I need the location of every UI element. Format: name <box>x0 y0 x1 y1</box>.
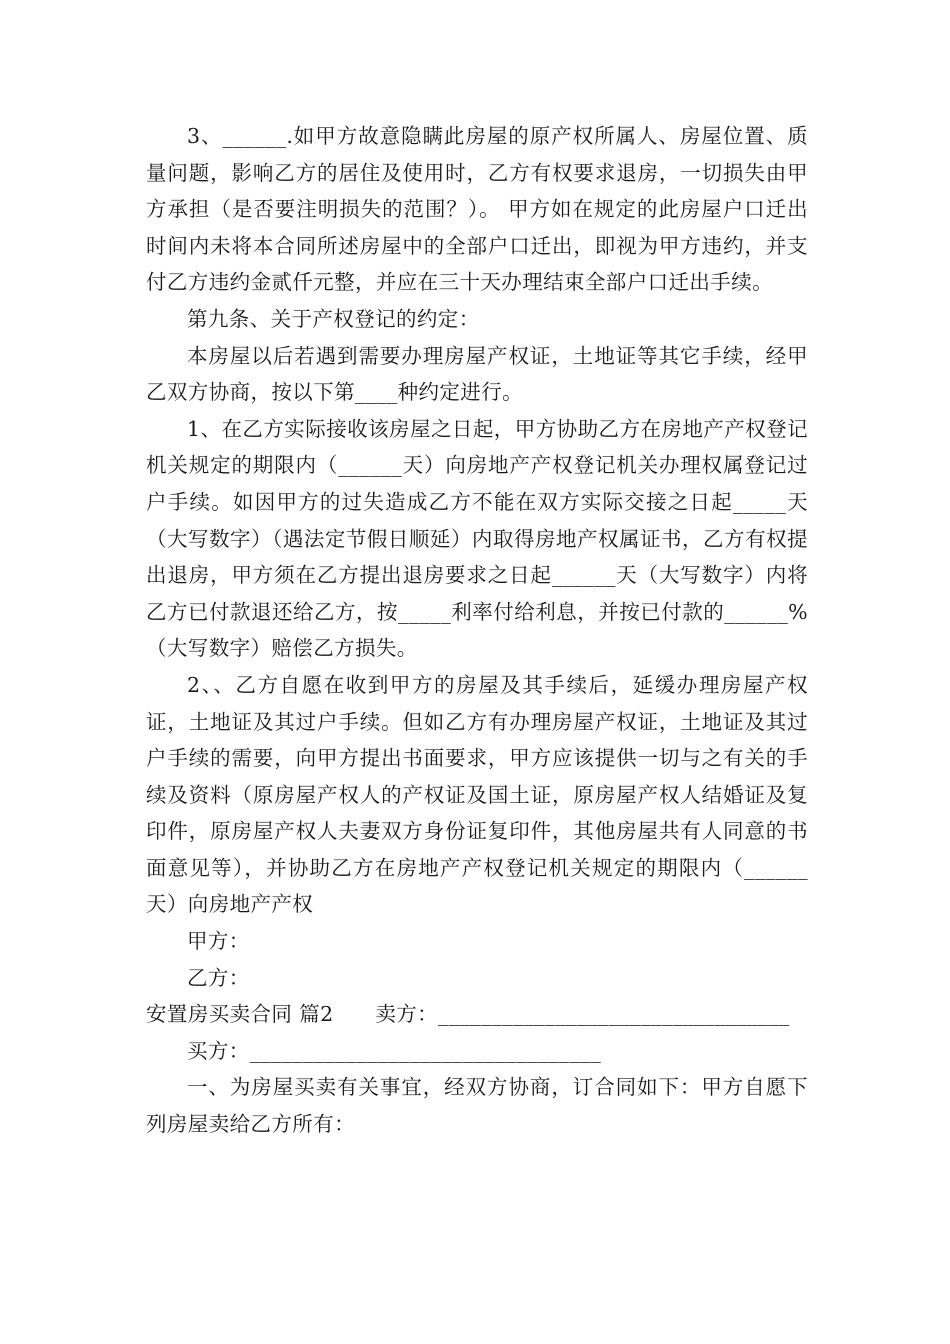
paragraph-text: 一、为房屋买卖有关事宜，经双方协商，订合同如下：甲方自愿下列房屋卖给乙方所有： <box>146 1075 808 1137</box>
contract-2-clause-1-paragraph <box>146 1069 808 1142</box>
paragraph-text: 第九条、关于产权登记的约定： <box>187 306 480 331</box>
paragraph-text: 本房屋以后若遇到需要办理房屋产权证，土地证等其它手续，经甲乙双方协商，按以下第____种约定进行。 <box>146 343 808 405</box>
paragraph-text: 甲方： <box>187 929 250 954</box>
party-b-signature-line <box>146 960 808 997</box>
document-page <box>146 118 808 1143</box>
clause-3-paragraph <box>146 118 808 301</box>
buyer-line <box>146 1033 808 1070</box>
paragraph-text: 安置房买卖合同 篇2 卖方：_________________________________ <box>146 1002 790 1027</box>
paragraph-text: 1、在乙方实际接收该房屋之日起，甲方协助乙方在房地产产权登记机关规定的期限内（______天）向房地产产权登记机关办理权属登记过户手续。如因甲方的过失造成乙方不能在双方实际交接之日起_____天（大写数字）（遇法定节假日顺延）内取得房地产权属证书，乙方有权提出退房，甲方须在乙方提出退房要求之日起______天（大写数字）内将乙方已付款退还给乙方，按_____利率付给利息，并按已付款的______%（大写数字）赔偿乙方损失。 <box>146 416 808 661</box>
option-2-paragraph <box>146 667 808 923</box>
paragraph-text: 乙方： <box>187 965 250 990</box>
article-9-heading <box>146 301 808 338</box>
contract-2-title-seller-line <box>146 996 808 1033</box>
party-a-signature-line <box>146 923 808 960</box>
paragraph-text: 3、______.如甲方故意隐瞒此房屋的原产权所属人、房屋位置、质量问题，影响乙方的居住及使用时，乙方有权要求退房，一切损失由甲方承担（是否要注明损失的范围？）。 甲方如在规定的此房屋户口迁出时间内未将本合同所述房屋中的全部户口迁出，即视为甲方违约，并支付乙方违约金贰仟元整，并应在三十天办理结束全部户口迁出手续。 <box>146 124 808 295</box>
paragraph-text: 2、、乙方自愿在收到甲方的房屋及其手续后，延缓办理房屋产权证，土地证及其过户手续。但如乙方有办理房屋产权证，土地证及其过户手续的需要，向甲方提出书面要求，甲方应该提供一切与之有关的手续及资料（原房屋产权人的产权证及国土证，原房屋产权人结婚证及复印件，原房屋产权人夫妻双方身份证复印件，其他房屋共有人同意的书面意见等），并协助乙方在房地产产权登记机关规定的期限内（______天）向房地产产权 <box>146 672 808 917</box>
paragraph-text: 买方：_________________________________ <box>187 1038 602 1063</box>
option-1-paragraph <box>146 411 808 667</box>
article-9-intro-paragraph <box>146 338 808 411</box>
